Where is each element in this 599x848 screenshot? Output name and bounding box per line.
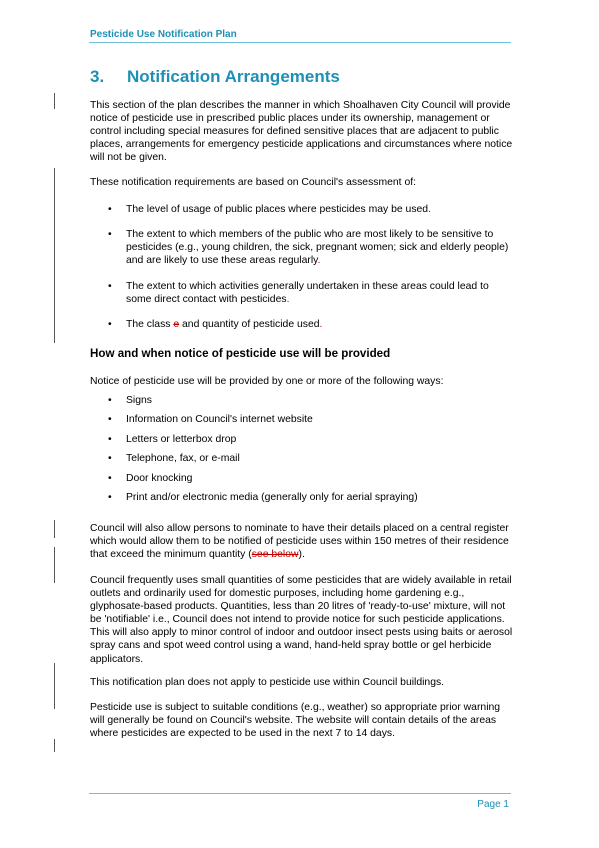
register-paragraph: Council will also allow persons to nominate to have their details placed on a central register which would allow them to be notified of pesticide uses within 150 metres of their residence that exceed the minimum quantity (see below). [90, 523, 509, 561]
subheading: How and when notice of pesticide use will be provided [90, 347, 391, 360]
section-title: Notification Arrangements [127, 67, 340, 86]
buildings-paragraph: This notification plan does not apply to pesticide use within Council buildings. [90, 677, 445, 688]
methods-intro: Notice of pesticide use will be provided by one or more of the following ways: [90, 376, 444, 387]
running-header: Pesticide Use Notification Plan [90, 29, 237, 40]
footer-rule [89, 793, 511, 794]
section-number: 3. [90, 67, 105, 86]
small-quantities-paragraph: Council frequently uses small quantities of some pesticides that are widely available in retail outlets and ordinarily used for domestic purposes, including home gardening e.g., glyphosate-based products. Quantities, less than 20 litres of 'ready-to-use' mixture, will not be 'notifiable' i.e., Council does not intend to provide notice for such pesticide applications. This will also apply to minor control of indoor and outdoor insect pests using baits or aerosol spray cans and spot weed control using a wand, hand-held spray bottle or gel herbicide applicators. [90, 575, 513, 665]
change-bar [54, 547, 55, 583]
intro-paragraph: This section of the plan describes the manner in which Shoalhaven City Council will provide notice of pesticide use in prescribed public places under its ownership, management or control including special measures for defined sensitive places that are adjacent to public places, arrangements for emergency pesticide applications and circumstances where notice will not be given. [90, 100, 513, 164]
header-rule [89, 42, 511, 43]
change-bar [54, 739, 55, 752]
page-number: Page 1 [477, 799, 509, 810]
conditions-paragraph: Pesticide use is subject to suitable conditions (e.g., weather) so appropriate prior warning will generally be found on Council's website. The website will contain details of the areas where pesticides are expected to be used in the next 7 to 14 days. [90, 702, 501, 740]
section-heading [90, 67, 340, 87]
change-bar [54, 93, 55, 109]
assessment-intro: These notification requirements are based on Council's assessment of: [90, 177, 416, 188]
change-bar [54, 520, 55, 538]
change-bar [54, 168, 55, 343]
change-bar [54, 663, 55, 709]
